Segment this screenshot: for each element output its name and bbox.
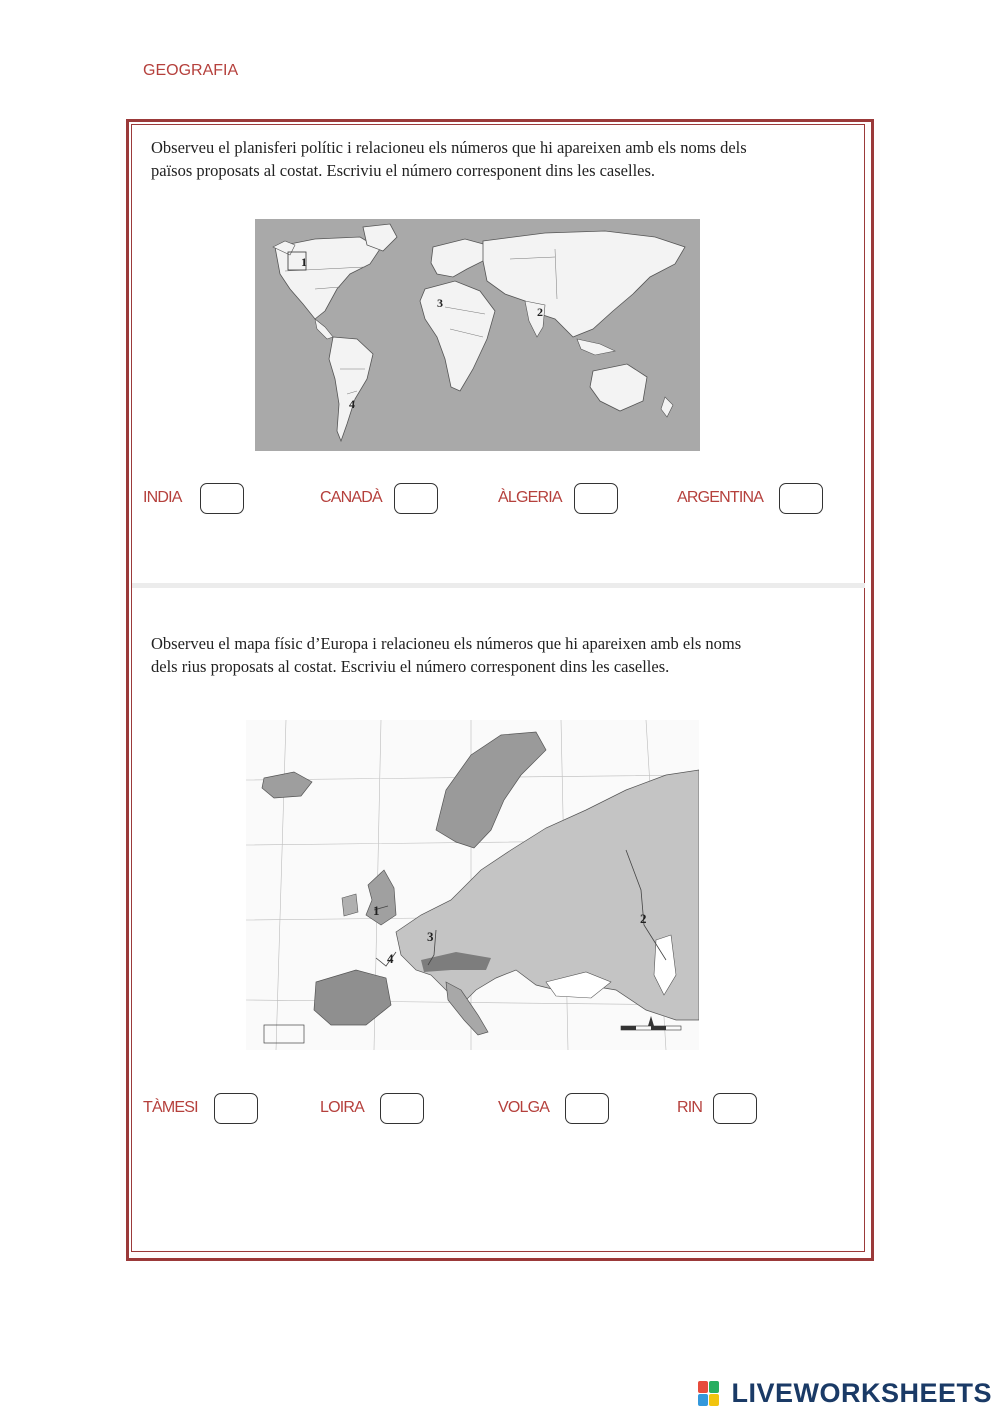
river-label-loira: LOIRA — [320, 1099, 365, 1116]
river-label-volga: VOLGA — [498, 1099, 550, 1116]
answer-box-rin[interactable] — [713, 1093, 757, 1124]
country-label-canada: CANADÀ — [320, 489, 382, 506]
map1-marker-4: 4 — [349, 397, 355, 411]
exercise2-instruction-line1: Observeu el mapa físic d’Europa i relacioneu els números que hi apareixen amb els noms — [151, 634, 742, 653]
answer-box-india[interactable] — [200, 483, 244, 514]
answer-box-volga[interactable] — [565, 1093, 609, 1124]
exercise1-instruction — [151, 136, 851, 182]
exercise2-instruction — [151, 632, 851, 678]
exercise2-instruction-line2: dels rius proposats al costat. Escriviu el número corresponent dins les caselles. — [151, 657, 670, 676]
river-label-rin: RIN — [677, 1099, 703, 1116]
answer-box-algeria[interactable] — [574, 483, 618, 514]
country-label-algeria: ÀLGERIA — [498, 489, 562, 506]
exercise1-instruction-line2: països proposats al costat. Escriviu el número corresponent dins les caselles. — [151, 161, 656, 180]
river-label-tamesi: TÀMESI — [143, 1099, 198, 1116]
map2-marker-3: 3 — [427, 929, 434, 944]
world-political-map — [255, 219, 700, 451]
country-label-argentina: ARGENTINA — [677, 489, 764, 506]
exercise1-instruction-line1: Observeu el planisferi polític i relacioneu els números que hi apareixen amb els noms dels — [151, 138, 747, 157]
answer-box-loira[interactable] — [380, 1093, 424, 1124]
map2-marker-4: 4 — [387, 951, 394, 966]
answer-box-argentina[interactable] — [779, 483, 823, 514]
world-map-graphic — [255, 219, 700, 451]
map1-marker-1: 1 — [301, 255, 307, 269]
brand-footer: LIVEWORKSHEETS — [731, 1378, 992, 1408]
map1-marker-3: 3 — [437, 296, 443, 310]
subject-header: GEOGRAFIA — [143, 62, 239, 79]
country-label-india: INDIA — [143, 489, 182, 506]
answer-box-canada[interactable] — [394, 483, 438, 514]
liveworksheets-logo-icon — [698, 1381, 720, 1407]
europe-map-graphic — [246, 720, 699, 1050]
map2-marker-1: 1 — [373, 903, 380, 918]
section-divider — [132, 583, 865, 588]
answer-box-tamesi[interactable] — [214, 1093, 258, 1124]
europe-physical-map — [246, 720, 699, 1050]
map2-marker-2: 2 — [640, 911, 647, 926]
map1-marker-2: 2 — [537, 305, 543, 319]
